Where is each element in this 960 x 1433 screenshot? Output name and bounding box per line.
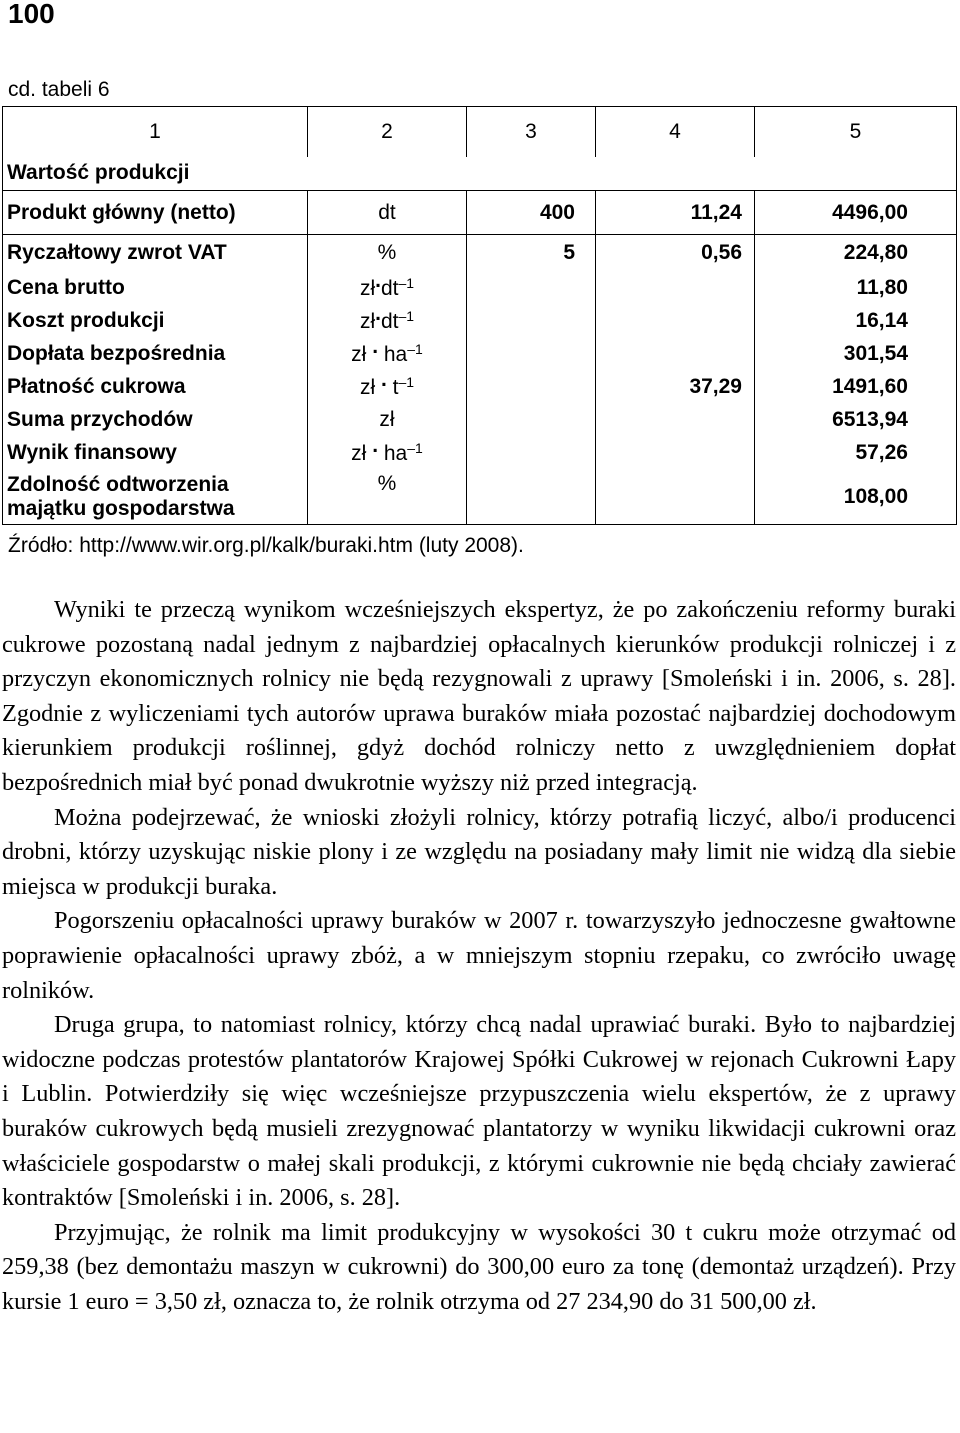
- row-value: [596, 272, 755, 305]
- paragraph: Można podejrzewać, że wnioski złożyli rolnicy, którzy potrafią liczyć, albo/i producenci drobni, którzy uzyskując niskie plony i ze względu na posiadany mały limit nie widzą dla siebie miejsca w produkcji buraka.: [2, 803, 956, 900]
- table-row: [3, 371, 957, 404]
- unit-dot: .: [372, 335, 379, 358]
- body-text: [2, 593, 956, 1319]
- unit-dot: .: [375, 269, 381, 292]
- row-value: [596, 437, 755, 470]
- row-value: [467, 305, 596, 338]
- column-number: 1: [3, 107, 308, 157]
- paragraph: Pogorszeniu opłacalności uprawy buraków w 2007 r. towarzyszyło jednoczesne gwałtowne poprawienie opłacalności uprawy zbóż, a w mniejszym stopniu rzepaku, co zwróciło uwagę rolników.: [2, 907, 956, 1004]
- unit-exponent: –1: [398, 308, 415, 324]
- table-row: [3, 470, 957, 525]
- unit-base: zł: [359, 376, 376, 399]
- unit-base: zł: [351, 343, 367, 366]
- row-value: 11,80: [755, 272, 957, 305]
- section-title: Wartość produkcji: [3, 157, 957, 191]
- row-label: Cena brutto: [3, 272, 308, 305]
- unit-tail: ha: [383, 442, 408, 465]
- unit-tail: dt: [380, 310, 399, 333]
- unit-dot: .: [380, 368, 387, 391]
- row-unit: %: [308, 235, 467, 272]
- unit-exponent: –1: [407, 341, 423, 357]
- row-label: Produkt główny (netto): [3, 191, 308, 235]
- row-label: Dopłata bezpośrednia: [3, 338, 308, 371]
- row-unit: [308, 269, 467, 305]
- paragraph: Druga grupa, to natomiast rolnicy, którzy chcą nadal uprawiać buraki. Było to najbardziej widoczne podczas protestów plantatorów Krajowej Spółki Cukrowej w rejonach Cukrowni Łapy i Lublin. Potwierdziły się więc wcześniejsze przypuszczenia wielu ekspertów, że z uprawy buraków cukrowych będą musieli zrezygnować plantatorzy w wyniku likwidacji cukrowni oraz właściciele gospodarstw o małej skali produkcji, z którymi cukrownie nie będą chciały zawierać kontraktów [Smoleński i in. 2006, s. 28].: [2, 1011, 956, 1212]
- row-value: 0,56: [596, 235, 755, 272]
- table-row: [3, 338, 957, 371]
- row-value: [467, 371, 596, 404]
- column-number: 4: [596, 107, 755, 157]
- unit-dot: .: [372, 434, 379, 457]
- row-value: [467, 437, 596, 470]
- row-value: 37,29: [596, 371, 755, 404]
- row-value: 4496,00: [755, 191, 957, 235]
- row-label: Ryczałtowy zwrot VAT: [3, 235, 308, 272]
- table-row: [3, 437, 957, 470]
- row-label: Wynik finansowy: [3, 437, 308, 470]
- row-value: [467, 470, 596, 525]
- row-value: 11,24: [596, 191, 755, 235]
- page-number: 100: [8, 0, 55, 29]
- unit-tail: ha: [383, 343, 408, 366]
- row-unit: [308, 335, 467, 371]
- row-value: 6513,94: [755, 404, 957, 437]
- table-row: [3, 305, 957, 338]
- column-number: 2: [308, 107, 467, 157]
- row-label: [3, 470, 308, 525]
- row-label: Koszt produkcji: [3, 305, 308, 338]
- row-value: 57,26: [755, 437, 957, 470]
- row-label-line: majątku gospodarstwa: [7, 496, 235, 520]
- row-value: [596, 338, 755, 371]
- unit-dot: .: [375, 302, 381, 325]
- row-value: 108,00: [755, 470, 957, 525]
- unit-exponent: –1: [398, 275, 415, 291]
- row-unit: [308, 368, 467, 404]
- row-unit: zł: [308, 404, 467, 437]
- row-value: 224,80: [755, 235, 957, 272]
- unit-base: zł: [359, 310, 376, 333]
- table-caption: cd. tabeli 6: [8, 78, 110, 101]
- row-unit: [308, 302, 467, 338]
- row-value: [467, 404, 596, 437]
- row-value: [596, 470, 755, 525]
- table-row: [3, 404, 957, 437]
- data-table: [2, 106, 957, 525]
- section-title-row: [3, 157, 957, 191]
- row-value: [467, 272, 596, 305]
- unit-tail: t: [392, 376, 399, 399]
- row-value: 16,14: [755, 305, 957, 338]
- source-note: Źródło: http://www.wir.org.pl/kalk/buraki.htm (luty 2008).: [8, 534, 524, 557]
- row-value: 5: [467, 235, 596, 272]
- paragraph: Przyjmując, że rolnik ma limit produkcyjny w wysokości 30 t cukru może otrzymać od 259,38 (bez demontażu maszyn w cukrowni) do 300,00 euro za tonę (demontaż urządzeń). Przy kursie 1 euro = 3,50 zł, oznacza to, że rolnik otrzyma od 27 234,90 do 31 500,00 zł.: [2, 1218, 956, 1315]
- table-row: [3, 191, 957, 235]
- table-row: [3, 235, 957, 272]
- unit-exponent: –1: [407, 440, 423, 456]
- row-value: 1491,60: [755, 371, 957, 404]
- column-number-row: [3, 107, 957, 157]
- unit-base: zł: [351, 442, 367, 465]
- paragraph: Wyniki te przeczą wynikom wcześniejszych ekspertyz, że po zakończeniu reformy buraki cukrowe pozostaną nadal jednym z najbardziej opłacalnych kierunków produkcji rolniczej i z przyczyn ekonomicznych rolnicy nie będą rezygnowali z uprawy [Smoleński i in. 2006, s. 28]. Zgodnie z wyliczeniami tych autorów uprawa buraków miała pozostać najbardziej dochodowym kierunkiem produkcji roślinnej, gdyż dochód rolniczy netto z uwzględnieniem dopłat bezpośrednich miał być ponad dwukrotnie wyższy niż przed integracją.: [2, 596, 956, 796]
- unit-base: zł: [359, 277, 376, 300]
- row-value: [596, 305, 755, 338]
- row-value: 400: [467, 191, 596, 235]
- row-unit: dt: [308, 191, 467, 235]
- row-value: [596, 404, 755, 437]
- row-unit: [308, 434, 467, 470]
- column-number: 3: [467, 107, 596, 157]
- unit-tail: dt: [380, 277, 399, 300]
- row-label: Suma przychodów: [3, 404, 308, 437]
- row-label: Płatność cukrowa: [3, 371, 308, 404]
- table-row: [3, 272, 957, 305]
- row-value: [467, 338, 596, 371]
- unit-exponent: –1: [398, 374, 415, 390]
- row-value: 301,54: [755, 338, 957, 371]
- column-number: 5: [755, 107, 957, 157]
- row-label-line: Zdolność odtworzenia: [7, 472, 229, 496]
- row-unit: %: [308, 470, 467, 525]
